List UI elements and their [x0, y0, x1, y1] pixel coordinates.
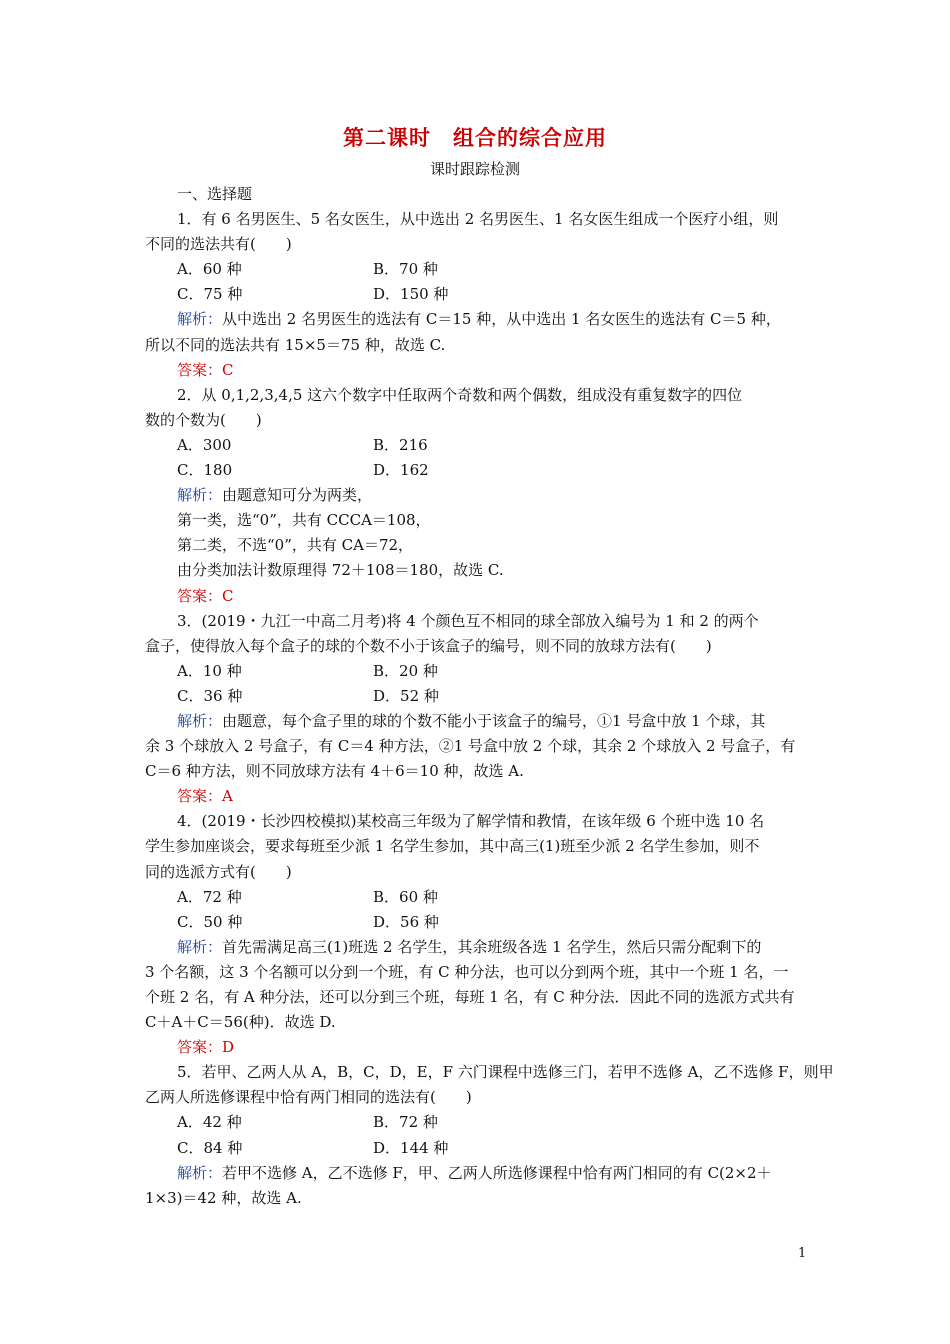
options-row: [145, 684, 810, 709]
answer-line: 答案：C: [177, 586, 234, 605]
options-row: [145, 910, 810, 935]
solution-label: 解析：: [177, 937, 223, 956]
option: A．72 种: [177, 887, 242, 906]
page-title: 第二课时 组合的综合应用: [343, 126, 607, 150]
solution-line: C＋A＋C＝56(种)．故选 D.: [145, 1013, 336, 1032]
solution-label: 解析：: [177, 1163, 223, 1182]
option: C．180: [177, 461, 233, 480]
options-row: [145, 282, 810, 307]
solution-line: 第二类，不选“0”，共有 CA＝72，: [177, 536, 414, 555]
answer-line: 答案：D: [177, 1038, 235, 1057]
solution-line: 第一类，选“0”，共有 CCCA＝108，: [177, 511, 431, 530]
solution-label: 解析：: [177, 310, 223, 329]
option: B．216: [373, 435, 428, 454]
option: C．84 种: [177, 1138, 243, 1157]
option: D．52 种: [373, 686, 439, 705]
option: B．72 种: [373, 1113, 438, 1132]
option: C．75 种: [177, 285, 243, 304]
section-heading: 一、选择题: [177, 185, 253, 203]
solution-line: 由分类加法计数原理得 72＋108＝180，故选 C.: [177, 561, 504, 580]
options-row: [145, 1136, 810, 1161]
solution-label: 解析：: [177, 711, 223, 730]
option: C．36 种: [177, 686, 243, 705]
option: D．162: [373, 461, 429, 480]
option: A．60 种: [177, 260, 242, 279]
option: B．60 种: [373, 887, 438, 906]
options-row: [145, 433, 810, 458]
solution-line: 余 3 个球放入 2 号盒子，有 C＝4 种方法，②1 号盒中放 2 个球，其余 2 个球放入 2 号盒子，有: [145, 737, 796, 756]
question-line: 1．有 6 名男医生、5 名女医生，从中选出 2 名男医生、1 名女医生组成一个医疗小组，则: [177, 210, 779, 229]
question-line: 2．从 0,1,2,3,4,5 这六个数字中任取两个奇数和两个偶数，组成没有重复数字的四位: [177, 385, 743, 404]
question-line: 4．(2019・长沙四校模拟)某校高三年级为了解学情和教情，在该年级 6 个班中选 10 名: [177, 812, 765, 831]
answer-line: 答案：A: [177, 787, 233, 806]
question-line: 乙两人所选修课程中恰有两门相同的选法有( ): [145, 1088, 472, 1107]
solution-line: 1×3)＝42 种，故选 A.: [145, 1188, 302, 1207]
answer-line: 答案：C: [177, 360, 234, 379]
options-row: [145, 885, 810, 910]
solution-line: 解析：由题意，每个盒子里的球的个数不能小于该盒子的编号，①1 号盒中放 1 个球，其: [177, 711, 766, 730]
question-line: 同的选派方式有( ): [145, 862, 292, 881]
option: B．70 种: [373, 260, 438, 279]
options-row: [145, 1110, 810, 1135]
option: A．10 种: [177, 661, 242, 680]
question-line: 数的个数为( ): [145, 410, 262, 429]
question-line: 学生参加座谈会，要求每班至少派 1 名学生参加，其中高三(1)班至少派 2 名学生参加，则不: [145, 837, 760, 856]
option: C．50 种: [177, 912, 243, 931]
options-row: [145, 257, 810, 282]
solution-line: 解析：从中选出 2 名男医生的选法有 C＝15 种，从中选出 1 名女医生的选法有 C＝5 种，: [177, 310, 781, 329]
options-row: [145, 458, 810, 483]
question-line: 5．若甲、乙两人从 A，B，C，D，E，F 六门课程中选修三门，若甲不选修 A，乙不选修 F，则甲: [177, 1063, 834, 1082]
solution-line: 所以不同的选法共有 15×5＝75 种，故选 C.: [145, 335, 446, 354]
options-row: [145, 659, 810, 684]
question-line: 不同的选法共有( ): [145, 235, 292, 254]
option: A．300: [177, 435, 232, 454]
option: D．150 种: [373, 285, 449, 304]
question-line: 3．(2019・九江一中高二月考)将 4 个颜色互不相同的球全部放入编号为 1 和 2 的两个: [177, 611, 759, 630]
solution-label: 解析：: [177, 486, 223, 505]
solution-line: C＝6 种方法，则不同放球方法有 4＋6＝10 种，故选 A.: [145, 762, 524, 781]
option: A．42 种: [177, 1113, 242, 1132]
solution-line: 解析：由题意知可分为两类，: [177, 486, 373, 505]
solution-line: 解析：首先需满足高三(1)班选 2 名学生，其余班级各选 1 名学生，然后只需分配剩下的: [177, 937, 762, 956]
option: D．56 种: [373, 912, 439, 931]
solution-line: 解析：若甲不选修 A，乙不选修 F，甲、乙两人所选修课程中恰有两门相同的有 C(2×2＋: [177, 1163, 772, 1182]
option: B．20 种: [373, 661, 438, 680]
page-subtitle: 课时跟踪检测: [429, 160, 520, 178]
option: D．144 种: [373, 1138, 449, 1157]
solution-line: 个班 2 名，有 A 种分法，还可以分到三个班，每班 1 名，有 C 种分法．因此不同的选派方式共有: [145, 988, 795, 1006]
solution-line: 3 个名额，这 3 个名额可以分到一个班，有 C 种分法，也可以分到两个班，其中一个班 1 名，一: [145, 962, 789, 981]
document-body: [145, 182, 834, 1211]
question-line: 盒子，使得放入每个盒子的球的个数不小于该盒子的编号，则不同的放球方法有( ): [145, 636, 712, 655]
page-number: 1: [798, 1246, 807, 1261]
